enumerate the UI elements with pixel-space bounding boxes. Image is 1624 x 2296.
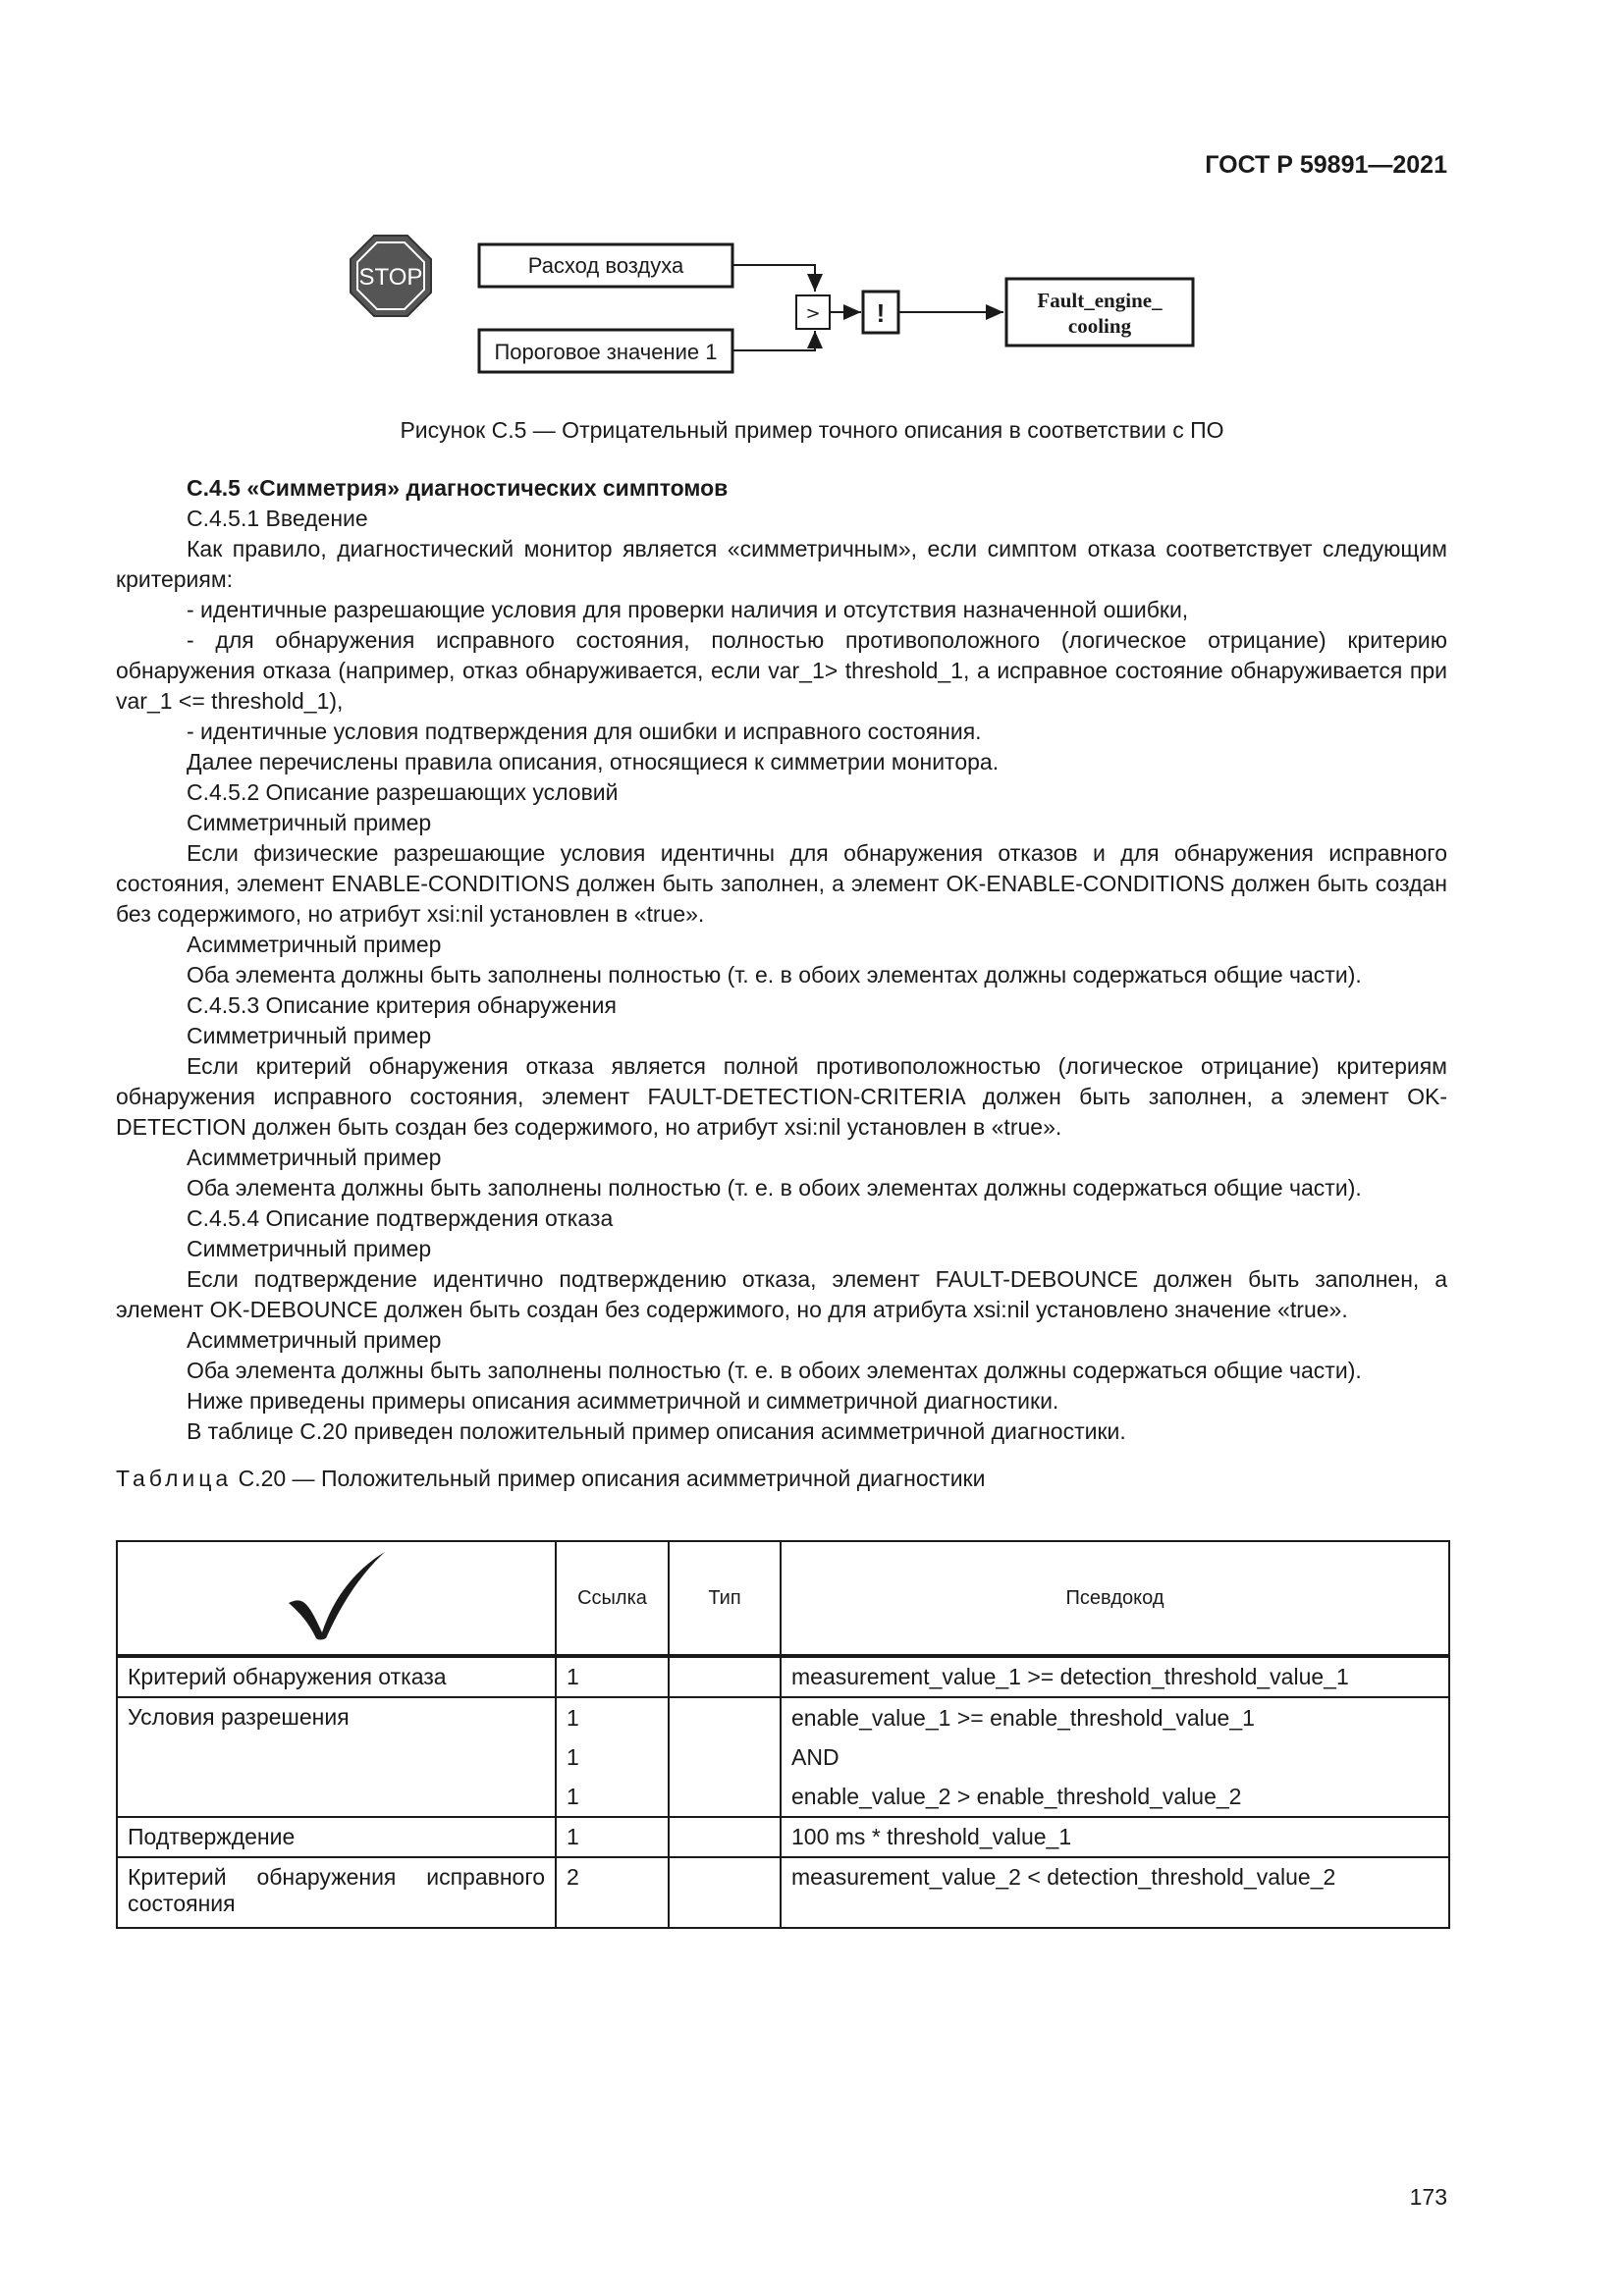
- subsection-heading: С.4.5.2 Описание разрешающих условий: [187, 779, 619, 805]
- example-label: Симметричный пример: [187, 810, 432, 835]
- example-label: Симметричный пример: [187, 1236, 432, 1261]
- row-ref: 1: [567, 1744, 579, 1770]
- row-pseudocode: AND: [791, 1744, 839, 1770]
- row-pseudocode: 100 ms * threshold_value_1: [781, 1817, 1449, 1857]
- row-ref-stack: [556, 1697, 669, 1817]
- figure-diagram: [349, 225, 1213, 388]
- row-pseudocode: enable_value_1 >= enable_threshold_value_1: [791, 1705, 1255, 1731]
- row-pseudocode: measurement_value_1 >= detection_threshold_value_1: [781, 1656, 1449, 1697]
- section-title: С.4.5 «Симметрия» диагностических симптомов: [187, 475, 729, 501]
- paragraph: Если физические разрешающие условия идентичны для обнаружения отказов и для обнаружения исправного состояния, элемент ENABLE-CONDITIONS должен быть заполнен, а элемент OK-ENABLE-CONDITIONS должен быть создан без содержимого, но атрибут xsi:nil установлен в «true».: [116, 840, 1447, 927]
- fault-label-line2: cooling: [1067, 314, 1132, 338]
- table-header-row: [117, 1541, 1449, 1656]
- paragraph: Ниже приведены примеры описания асимметричной и симметричной диагностики.: [187, 1388, 1059, 1414]
- paragraph: Оба элемента должны быть заполнены полностью (т. е. в обоих элементах должны содержаться общие части).: [187, 1358, 1362, 1383]
- row-ref: 1: [567, 1705, 579, 1731]
- subsection-heading: С.4.5.1 Введение: [187, 506, 368, 531]
- paragraph: Оба элемента должны быть заполнены полностью (т. е. в обоих элементах должны содержаться общие части).: [187, 1175, 1362, 1201]
- fault-label-line1: Fault_engine_: [1037, 289, 1163, 312]
- row-type: [669, 1697, 781, 1817]
- paragraph: Оба элемента должны быть заполнены полностью (т. е. в обоих элементах должны содержаться общие части).: [187, 962, 1362, 988]
- example-label: Асимметричный пример: [187, 932, 442, 957]
- subsection-heading: С.4.5.3 Описание критерия обнаружения: [187, 992, 617, 1018]
- bullet-item: - идентичные разрешающие условия для проверки наличия и отсутствия назначенной ошибки,: [187, 597, 1189, 622]
- debounce-symbol: !: [876, 298, 886, 328]
- row-ref: 1: [567, 1784, 579, 1809]
- table-row: [117, 1857, 1449, 1928]
- airflow-label: Расход воздуха: [527, 253, 684, 278]
- page-number: 173: [1409, 2184, 1447, 2210]
- example-label: Асимметричный пример: [187, 1327, 442, 1353]
- table-caption-text: С.20 — Положительный пример описания асимметричной диагностики: [232, 1466, 986, 1491]
- table-row: [117, 1697, 1449, 1817]
- row-ref: 1: [556, 1817, 669, 1857]
- row-pseudocode: enable_value_2 > enable_threshold_value_2: [791, 1784, 1242, 1809]
- row-type: [669, 1817, 781, 1857]
- example-label: Асимметричный пример: [187, 1145, 442, 1170]
- row-name: Критерий обнаружения отказа: [117, 1656, 556, 1697]
- table-row: [117, 1817, 1449, 1857]
- table-row: [117, 1656, 1449, 1697]
- paragraph: Далее перечислены правила описания, относящиеся к симметрии монитора.: [187, 749, 1000, 774]
- row-ref: 1: [556, 1656, 669, 1697]
- checkmark-icon: [283, 1548, 391, 1642]
- table-caption: [116, 1464, 1447, 1494]
- table-word: Таблица: [116, 1466, 233, 1491]
- pseudocode-table: [116, 1540, 1450, 1929]
- threshold-label: Пороговое значение 1: [494, 340, 718, 364]
- row-name: Критерий обнаружения исправного состояния: [117, 1857, 556, 1928]
- paragraph: Если подтверждение идентично подтверждению отказа, элемент FAULT-DEBOUNCE должен быть заполнен, а элемент OK-DEBOUNCE должен быть создан без содержимого, но для атрибута xsi:nil установлено значение «true».: [116, 1266, 1447, 1322]
- row-name: Условия разрешения: [117, 1697, 556, 1817]
- checkmark-cell: [117, 1541, 556, 1656]
- paragraph: Как правило, диагностический монитор является «симметричным», если симптом отказа соответствует следующим критериям:: [116, 536, 1447, 592]
- comparator-symbol: >: [805, 303, 821, 324]
- row-type: [669, 1857, 781, 1928]
- row-ref: 2: [556, 1857, 669, 1928]
- stop-text: STOP: [358, 264, 423, 291]
- header-type: Тип: [669, 1541, 781, 1656]
- figure-caption: Рисунок С.5 — Отрицательный пример точного описания в соответствии с ПО: [400, 417, 1224, 443]
- stop-sign-icon: [351, 236, 431, 316]
- row-pseudocode: measurement_value_2 < detection_threshold_value_2: [781, 1857, 1449, 1928]
- row-pseudocode-stack: [781, 1697, 1449, 1817]
- row-type: [669, 1656, 781, 1697]
- header-ref: Ссылка: [556, 1541, 669, 1656]
- example-label: Симметричный пример: [187, 1023, 432, 1048]
- subsection-heading: С.4.5.4 Описание подтверждения отказа: [187, 1205, 614, 1231]
- paragraph: Если критерий обнаружения отказа является полной противоположностью (логическое отрицание) критериям обнаружения исправного состояния, элемент FAULT-DETECTION-CRITERIA должен быть заполнен, а элемент OK-DETECTION должен быть создан без содержимого, но атрибут xsi:nil установлен в «true».: [116, 1053, 1447, 1140]
- bullet-item: - идентичные условия подтверждения для ошибки и исправного состояния.: [187, 719, 982, 744]
- bullet-item: - для обнаружения исправного состояния, полностью противоположного (логическое отрицание) критерию обнаружения отказа (например, отказ обнаруживается, если var_1> threshold_1, а исправное состояние обнаруживается при var_1 <= threshold_1),: [116, 627, 1447, 714]
- header-pseudocode: Псевдокод: [781, 1541, 1449, 1656]
- body-text: [116, 473, 1447, 1494]
- row-name: Подтверждение: [117, 1817, 556, 1857]
- document-id: ГОСТ Р 59891—2021: [1205, 151, 1447, 179]
- paragraph: В таблице С.20 приведен положительный пример описания асимметричной диагностики.: [187, 1418, 1126, 1444]
